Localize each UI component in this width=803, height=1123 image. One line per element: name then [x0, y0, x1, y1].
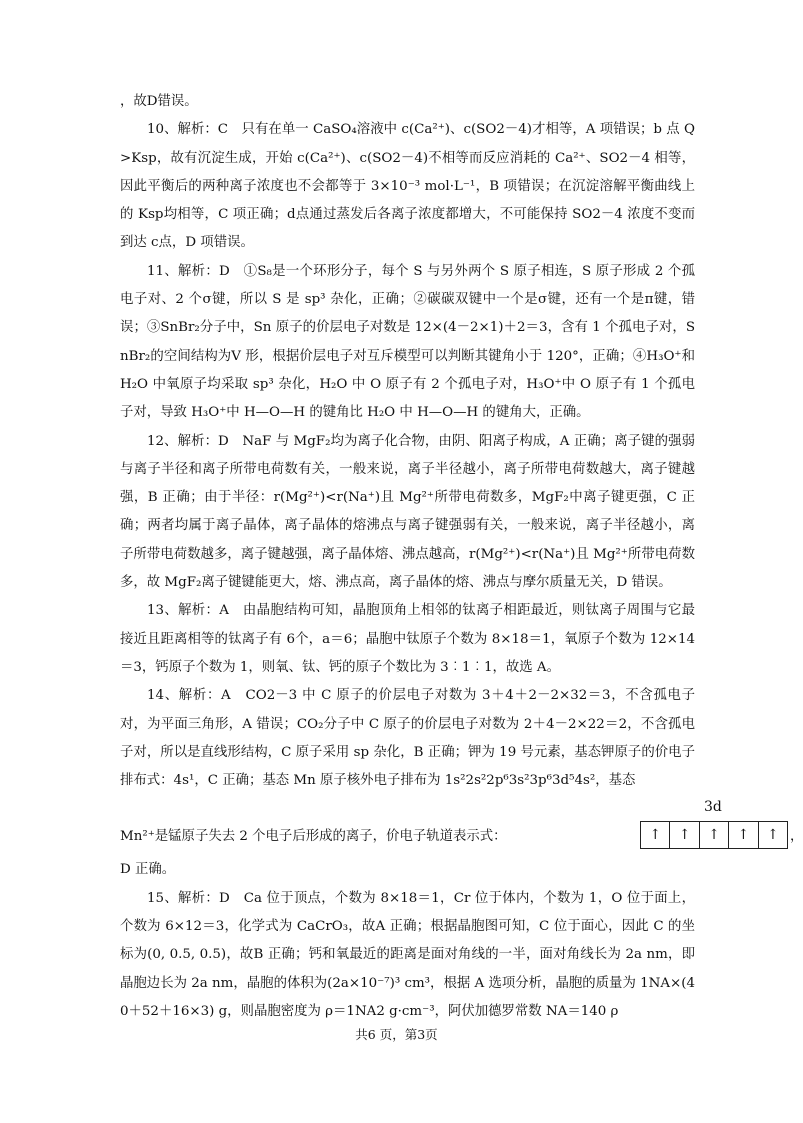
- paragraph-q14: 14、解析：A CO2－3 中 C 原子的价层电子对数为 3＋4＋2－2×32＝3，不含孤电子对，为平面三角形，A 错误；CO₂分子中 C 原子的价层电子对数为 2＋4－2×22＝2，不含孤电子对，所以是直线形结构，C 原子采用 sp 杂化，B 正确；钾为 19 号元素，基态钾原子的价电子排布式：4s¹，C 正确；基态 Mn 原子核外电子排布为 1s²2s²2p⁶3s²3p⁶3d⁵4s²，基态: [120, 688, 695, 789]
- paragraph-q13: 13、解析：A 由晶胞结构可知，晶胞顶角上相邻的钛离子相距最近，则钛离子周围与它最接近且距离相等的钛离子有 6个，a＝6；晶胞中钛原子个数为 8×18＝1，氧原子个数为 12×14＝3，钙原子个数为 1，则氧、钛、钙的原子个数比为 3︰1︰1，故选 A。: [120, 603, 695, 675]
- orbital-cell-arrow: ↑: [728, 822, 757, 848]
- paragraph-q15: 15、解析：D Ca 位于顶点，个数为 8×18＝1，Cr 位于体内，个数为 1，O 位于面上，个数为 6×12＝3，化学式为 CaCrO₃，故A 正确；根据晶胞图可知，C 位于面心，因此 C 的坐标为(0, 0.5, 0.5)，故B 正确；钙和氧最近的距离是面对角线的一半，面对角线长为 2a nm，即晶胞边长为 2a nm，晶胞的体积为(2a×10⁻⁷)³ cm³，根据 A 选项分析，晶胞的质量为 1NA×(40＋52＋16×3) g，则晶胞密度为 ρ＝1NA2 g·cm⁻³，阿伏加德罗常数 NA＝140 ρ: [120, 890, 695, 1019]
- orbital-cell-arrow: ↑: [649, 827, 662, 844]
- orbital-text: Mn²⁺是锰原子失去 2 个电子后形成的离子，价电子轨道表示式：: [120, 829, 507, 845]
- orbital-comma: ，: [790, 829, 803, 845]
- orbital-label: 3d: [704, 799, 722, 816]
- paragraph-d-conclusion: ，故D错误。: [120, 94, 198, 109]
- orbital-cell-arrow: ↑: [669, 822, 698, 848]
- paragraph-q14-end: D 正确。: [120, 862, 176, 878]
- page-footer: 共6 页，第3页: [355, 1027, 438, 1042]
- paragraph-q10: 10、解析：C 只有在单一 CaSO₄溶液中 c(Ca²⁺)、c(SO2－4)才相等，A 项错误；b 点 Q>Ksp，故有沉淀生成，开始 c(Ca²⁺)、c(SO2－4)不相等而反应消耗的 Ca²⁺、SO2－4 相等，因此平衡后的两种离子浓度也不会都等于 3×10⁻³ mol·L⁻¹，B 项错误；在沉淀溶解平衡曲线上的 Ksp均相等，C 项正确；d点通过蒸发后各离子浓度都增大，不可能保持 SO2－4 浓度不变而到达 c点，D 项错误。: [120, 122, 695, 251]
- solution-text: [120, 88, 803, 1026]
- paragraph-q11: 11、解析：D ①S₈是一个环形分子，每个 S 与另外两个 S 原子相连，S 原子形成 2 个孤电子对、2 个σ键，所以 S 是 sp³ 杂化，正确；②碳碳双键中一个是σ键，还有一个是π键，错误；③SnBr₂分子中，Sn 原子的价层电子对数是 12×(4－2×1)＋2＝3，含有 1 个孤电子对，SnBr₂的空间结构为V 形，根据价层电子对互斥模型可以判断其键角小于 120°，正确；④H₃O⁺和 H₂O 中氧原子均采取 sp³ 杂化，H₂O 中 O 原子有 2 个孤电子对，H₃O⁺中 O 原子有 1 个孤电子对，导致 H₃O⁺中 H—O—H 的键角比 H₂O 中 H—O—H 的键角大，正确。: [120, 263, 695, 421]
- orbital-diagram-row: [120, 799, 803, 856]
- paragraph-q12: 12、解析：D NaF 与 MgF₂均为离子化合物，由阴、阳离子构成，A 正确；离子键的强弱与离子半径和离子所带电荷数有关，一般来说，离子半径越小，离子所带电荷数越大，离子键越强，B 正确；由于半径：r(Mg²⁺)<r(Na⁺)且 Mg²⁺所带电荷数多，MgF₂中离子键更强，C 正确；两者均属于离子晶体，离子晶体的熔沸点与离子键强弱有关，一般来说，离子半径越小，离子所带电荷数越多，离子键越强，离子晶体熔、沸点越高，r(Mg²⁺)<r(Na⁺)且 Mg²⁺所带电荷数多，故 MgF₂离子键键能更大，熔、沸点高，离子晶体的熔、沸点与摩尔质量无关，D 错误。: [120, 433, 695, 591]
- orbital-cell-arrow: ↑: [699, 822, 728, 848]
- orbital-box: [640, 821, 788, 849]
- orbital-cell-arrow: ↑: [758, 822, 787, 848]
